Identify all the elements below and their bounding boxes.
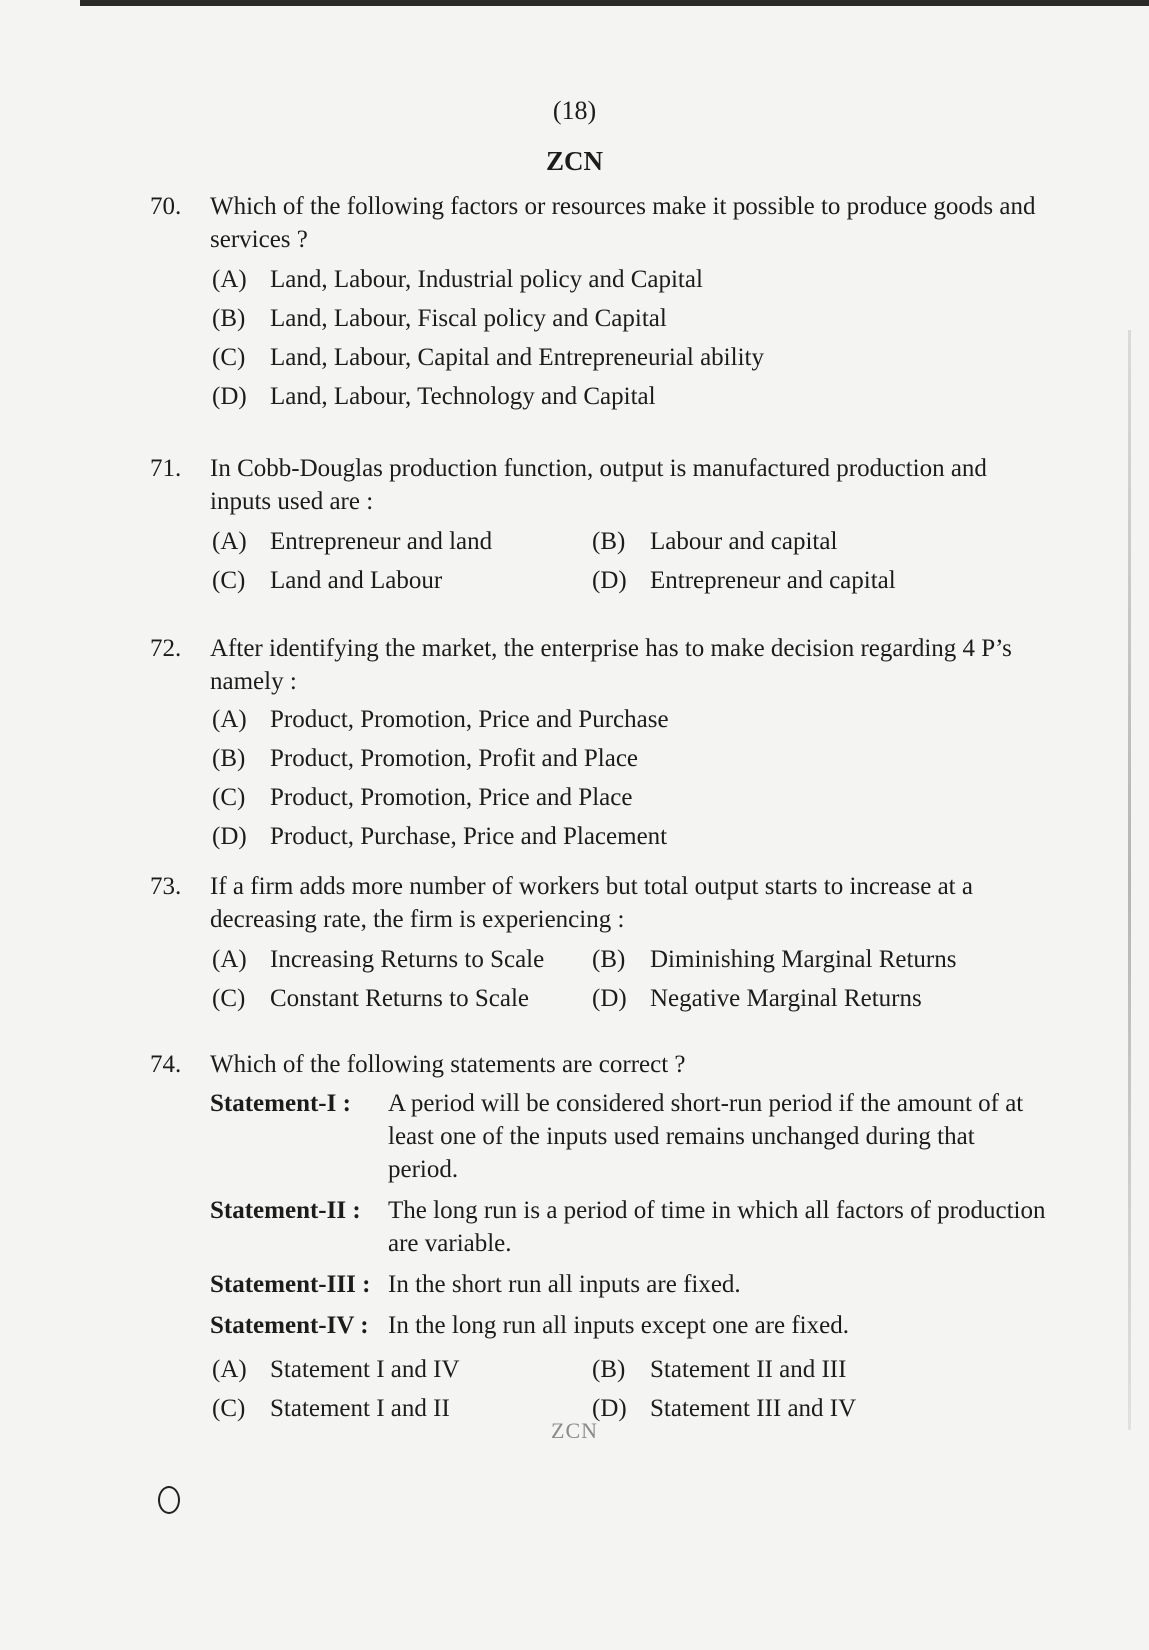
question-number: 72. [150,635,182,662]
option-label: (B) [592,528,626,555]
question-number: 73. [150,873,182,900]
option-label: (C) [212,784,246,811]
statement-text: The long run is a period of time in which all factors of production are variable. [388,1197,1046,1257]
option-text: Land, Labour, Fiscal policy and Capital [270,305,667,332]
statement-label: Statement-III : [210,1271,371,1298]
option-text: Constant Returns to Scale [270,985,529,1012]
option-text: Land, Labour, Industrial policy and Capital [270,266,703,293]
option-label: (B) [592,1356,626,1383]
option-a [212,522,592,561]
option-b [592,940,1012,979]
question-71 [150,452,1050,600]
option-d [212,377,1050,416]
statement-label: Statement-IV : [210,1312,369,1339]
option-text: Product, Promotion, Price and Place [270,784,633,811]
option-text: Negative Marginal Returns [650,985,922,1012]
page-number: (18) [552,96,597,125]
page-top-edge [80,0,1149,6]
statement-text: In the short run all inputs are fixed. [388,1271,741,1298]
option-label: (B) [212,745,246,772]
option-text: Entrepreneur and capital [650,567,896,594]
option-a [212,1350,592,1389]
option-b [212,739,1050,778]
option-label: (B) [592,946,626,973]
option-text: Statement II and III [650,1356,847,1383]
option-text: Entrepreneur and land [270,528,493,555]
option-text: Product, Promotion, Price and Purchase [270,706,669,733]
option-text: Land, Labour, Capital and Entrepreneurial ability [270,344,764,371]
option-text: Product, Purchase, Price and Placement [270,823,668,850]
option-label: (D) [212,383,247,410]
option-c [212,338,1050,377]
question-text: In Cobb-Douglas production function, output is manufactured production and inputs used are : [210,455,987,515]
question-73 [150,870,1050,1018]
option-c [212,778,1050,817]
option-d [592,979,1012,1018]
option-label: (C) [212,567,246,594]
option-text: Statement I and IV [270,1356,460,1383]
statement-text: In the long run all inputs except one are fixed. [388,1312,849,1339]
statement-label: Statement-II : [210,1197,361,1224]
option-d [212,817,1050,856]
option-a [212,700,1050,739]
option-label: (A) [212,706,247,733]
option-label: (D) [212,823,247,850]
statement-list [210,1087,1050,1350]
question-number: 70. [150,193,182,220]
option-text: Land and Labour [270,567,443,594]
option-d [592,561,1012,600]
question-72 [150,632,1050,856]
question-70 [150,190,1050,416]
option-b [592,1350,1012,1389]
question-text: After identifying the market, the enterprise has to make decision regarding 4 P’s namely : [210,635,1012,695]
option-grid [212,1350,1050,1428]
option-a [212,940,592,979]
paper-code-header: ZCN [545,146,603,176]
question-text: Which of the following statements are correct ? [210,1051,686,1078]
option-label: (A) [212,528,247,555]
option-text: Land, Labour, Technology and Capital [270,383,656,410]
option-text: Labour and capital [650,528,838,555]
option-a [212,260,1050,299]
option-b [212,299,1050,338]
option-c [212,561,592,600]
option-label: (B) [212,305,246,332]
question-74 [150,1048,1050,1428]
option-label: (C) [212,985,246,1012]
paper-code-footer: ZCN [551,1418,598,1443]
statement-text: A period will be considered short-run period if the amount of at least one of the inputs used remains unchanged during that period. [388,1090,1024,1183]
statement-label: Statement-I : [210,1090,351,1117]
option-text: Increasing Returns to Scale [270,946,545,973]
option-label: (D) [592,985,627,1012]
option-label: (C) [212,344,246,371]
option-grid [212,940,1050,1018]
option-label: (A) [212,946,247,973]
option-label: (D) [592,567,627,594]
option-text: Statement I and II [270,1395,450,1422]
option-label: (A) [212,266,247,293]
question-number: 74. [150,1051,182,1078]
question-text: If a firm adds more number of workers but total output starts to increase at a decreasing rate, the firm is experiencing : [210,873,973,933]
option-label: (D) [592,1395,627,1422]
option-label: (C) [212,1395,246,1422]
question-text: Which of the following factors or resources make it possible to produce goods and services ? [210,193,1036,253]
option-text: Diminishing Marginal Returns [650,946,957,973]
question-number: 71. [150,455,182,482]
option-text: Product, Promotion, Profit and Place [270,745,639,772]
circle-mark-icon [158,1486,180,1514]
option-c [212,979,592,1018]
option-label: (A) [212,1356,247,1383]
option-b [592,522,1012,561]
option-grid [212,522,1050,600]
option-text: Statement III and IV [650,1395,857,1422]
page-right-edge [1128,330,1131,1430]
